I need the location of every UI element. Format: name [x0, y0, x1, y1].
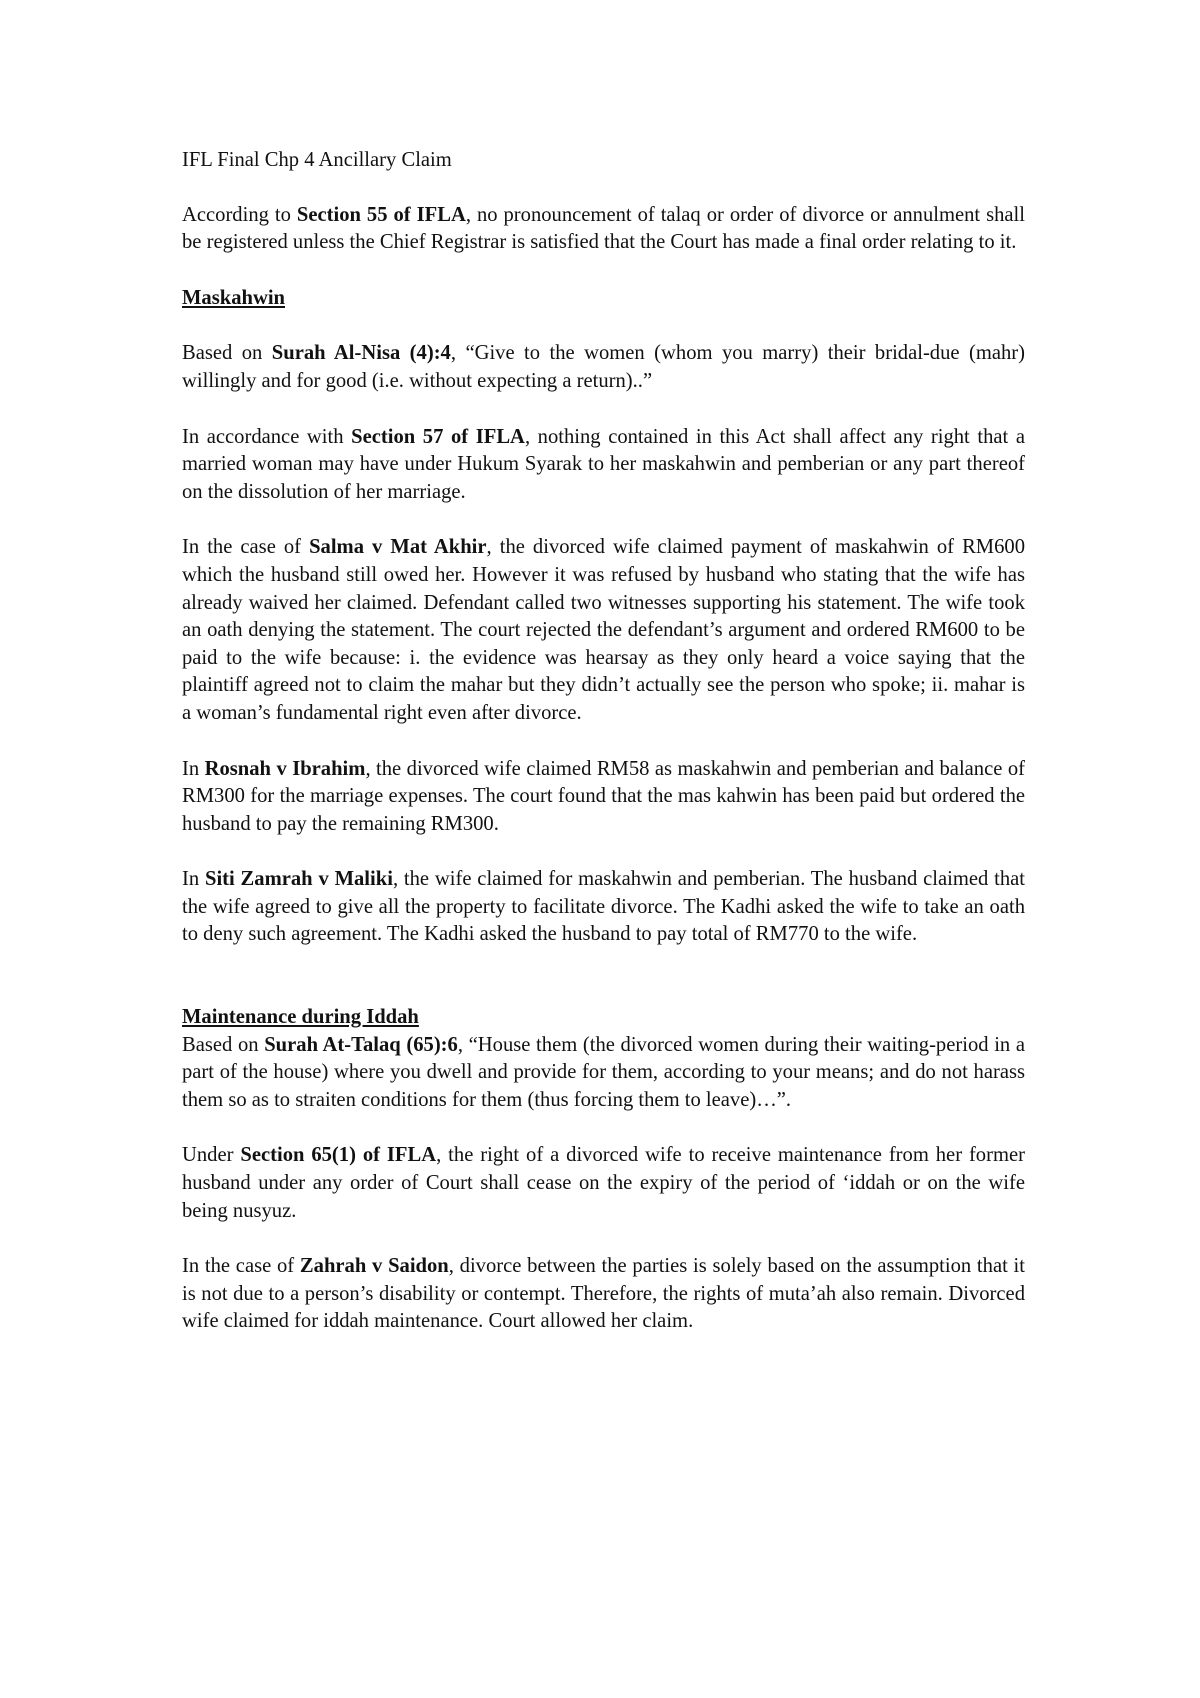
case-name: Siti Zamrah v Maliki — [204, 868, 393, 891]
text: , “Give to the women (whom you marry) their bridal-due (mahr) willingly and for good (i.e. without expecting a return)..” — [182, 342, 1026, 392]
paragraph-section-57 — [182, 424, 1025, 507]
statute-reference: Section 65(1) of IFLA — [240, 1144, 437, 1167]
text: , the divorced wife claimed payment of maskahwin of RM600 which the husband still owed her. However it was refused by husband who stating that the wife has already waived her claimed. Defendant called two witnesses supporting his statement. The wife took an oath denying the statement. The court rejected the defendant’s argument and ordered RM600 to be paid to the wife because: i. the evidence was hearsay as they only heard a voice saying that the plaintiff agreed not to claim the mahar but they didn’t actually see the person who spoke; ii. mahar is a woman’s fundamental right even after divorce. — [182, 536, 1026, 724]
text: , divorce between the parties is solely based on the assumption that it is not due to a person’s disability or contempt. Therefore, the rights of muta’ah also remain. Divorced wife claimed for iddah maintenance. Court allowed her claim. — [182, 1255, 1025, 1333]
text: , “House them (the divorced women during their waiting-period in a part of the house) where you dwell and provide for them, according to your means; and do not harass them so as to straiten conditions for them (thus forcing them to leave)…”. — [182, 1033, 1025, 1111]
verse-reference: Surah At-Talaq (65):6 — [264, 1033, 458, 1056]
document-title: IFL Final Chp 4 Ancillary Claim — [182, 149, 452, 171]
text: Under — [182, 1144, 241, 1167]
text: In the case of — [182, 536, 310, 559]
statute-reference: Section 55 of IFLA — [296, 203, 466, 226]
text: According to — [182, 203, 297, 226]
paragraph-zahrah-v-saidon — [182, 1253, 1025, 1336]
text: , the wife claimed for maskahwin and pemberian. The husband claimed that the wife agreed to give all the property to facilitate divorce. The Kadhi asked the wife to take an oath to deny such agreement. The Kadhi asked the husband to pay total of RM770 to the wife. — [182, 868, 1025, 946]
text: , nothing contained in this Act shall affect any right that a married woman may have under Hukum Syarak to her maskahwin and pemberian or any part thereof on the dissolution of her marriage. — [182, 425, 1025, 503]
heading-maintenance-during-iddah: Maintenance during Iddah — [182, 1006, 419, 1029]
text: , the right of a divorced wife to receive maintenance from her former husband under any order of Court shall cease on the expiry of the period of ‘iddah or on the wife being nusyuz. — [182, 1144, 1025, 1222]
paragraph-surah-at-talaq — [182, 1032, 1025, 1115]
case-name: Zahrah v Saidon — [299, 1255, 449, 1278]
case-name: Rosnah v Ibrahim — [204, 757, 366, 780]
text: , the divorced wife claimed RM58 as maskahwin and pemberian and balance of RM300 for the marriage expenses. The court found that the mas kahwin has been paid but ordered the husband to pay the remaining RM300. — [182, 757, 1025, 835]
paragraph-section-65-1 — [182, 1142, 1025, 1225]
verse-reference: Surah Al-Nisa (4):4 — [271, 342, 451, 365]
paragraph-section-55 — [182, 202, 1025, 257]
text: Based on — [182, 1033, 265, 1056]
text: In — [182, 868, 205, 891]
case-name: Salma v Mat Akhir — [309, 536, 487, 559]
text: In accordance with — [182, 425, 352, 448]
text: Based on — [182, 342, 272, 365]
text: In — [182, 757, 205, 780]
heading-maskahwin: Maskahwin — [182, 286, 285, 309]
paragraph-salma-v-mat-akhir — [182, 534, 1025, 727]
statute-reference: Section 57 of IFLA — [351, 425, 525, 448]
text: In the case of — [182, 1255, 300, 1278]
paragraph-rosnah-v-ibrahim — [182, 756, 1025, 839]
paragraph-siti-zamrah-v-maliki — [182, 866, 1025, 949]
paragraph-surah-al-nisa — [182, 340, 1025, 395]
text: , no pronouncement of talaq or order of divorce or annulment shall be registered unless the Chief Registrar is satisfied that the Court has made a final order relating to it. — [182, 203, 1026, 254]
